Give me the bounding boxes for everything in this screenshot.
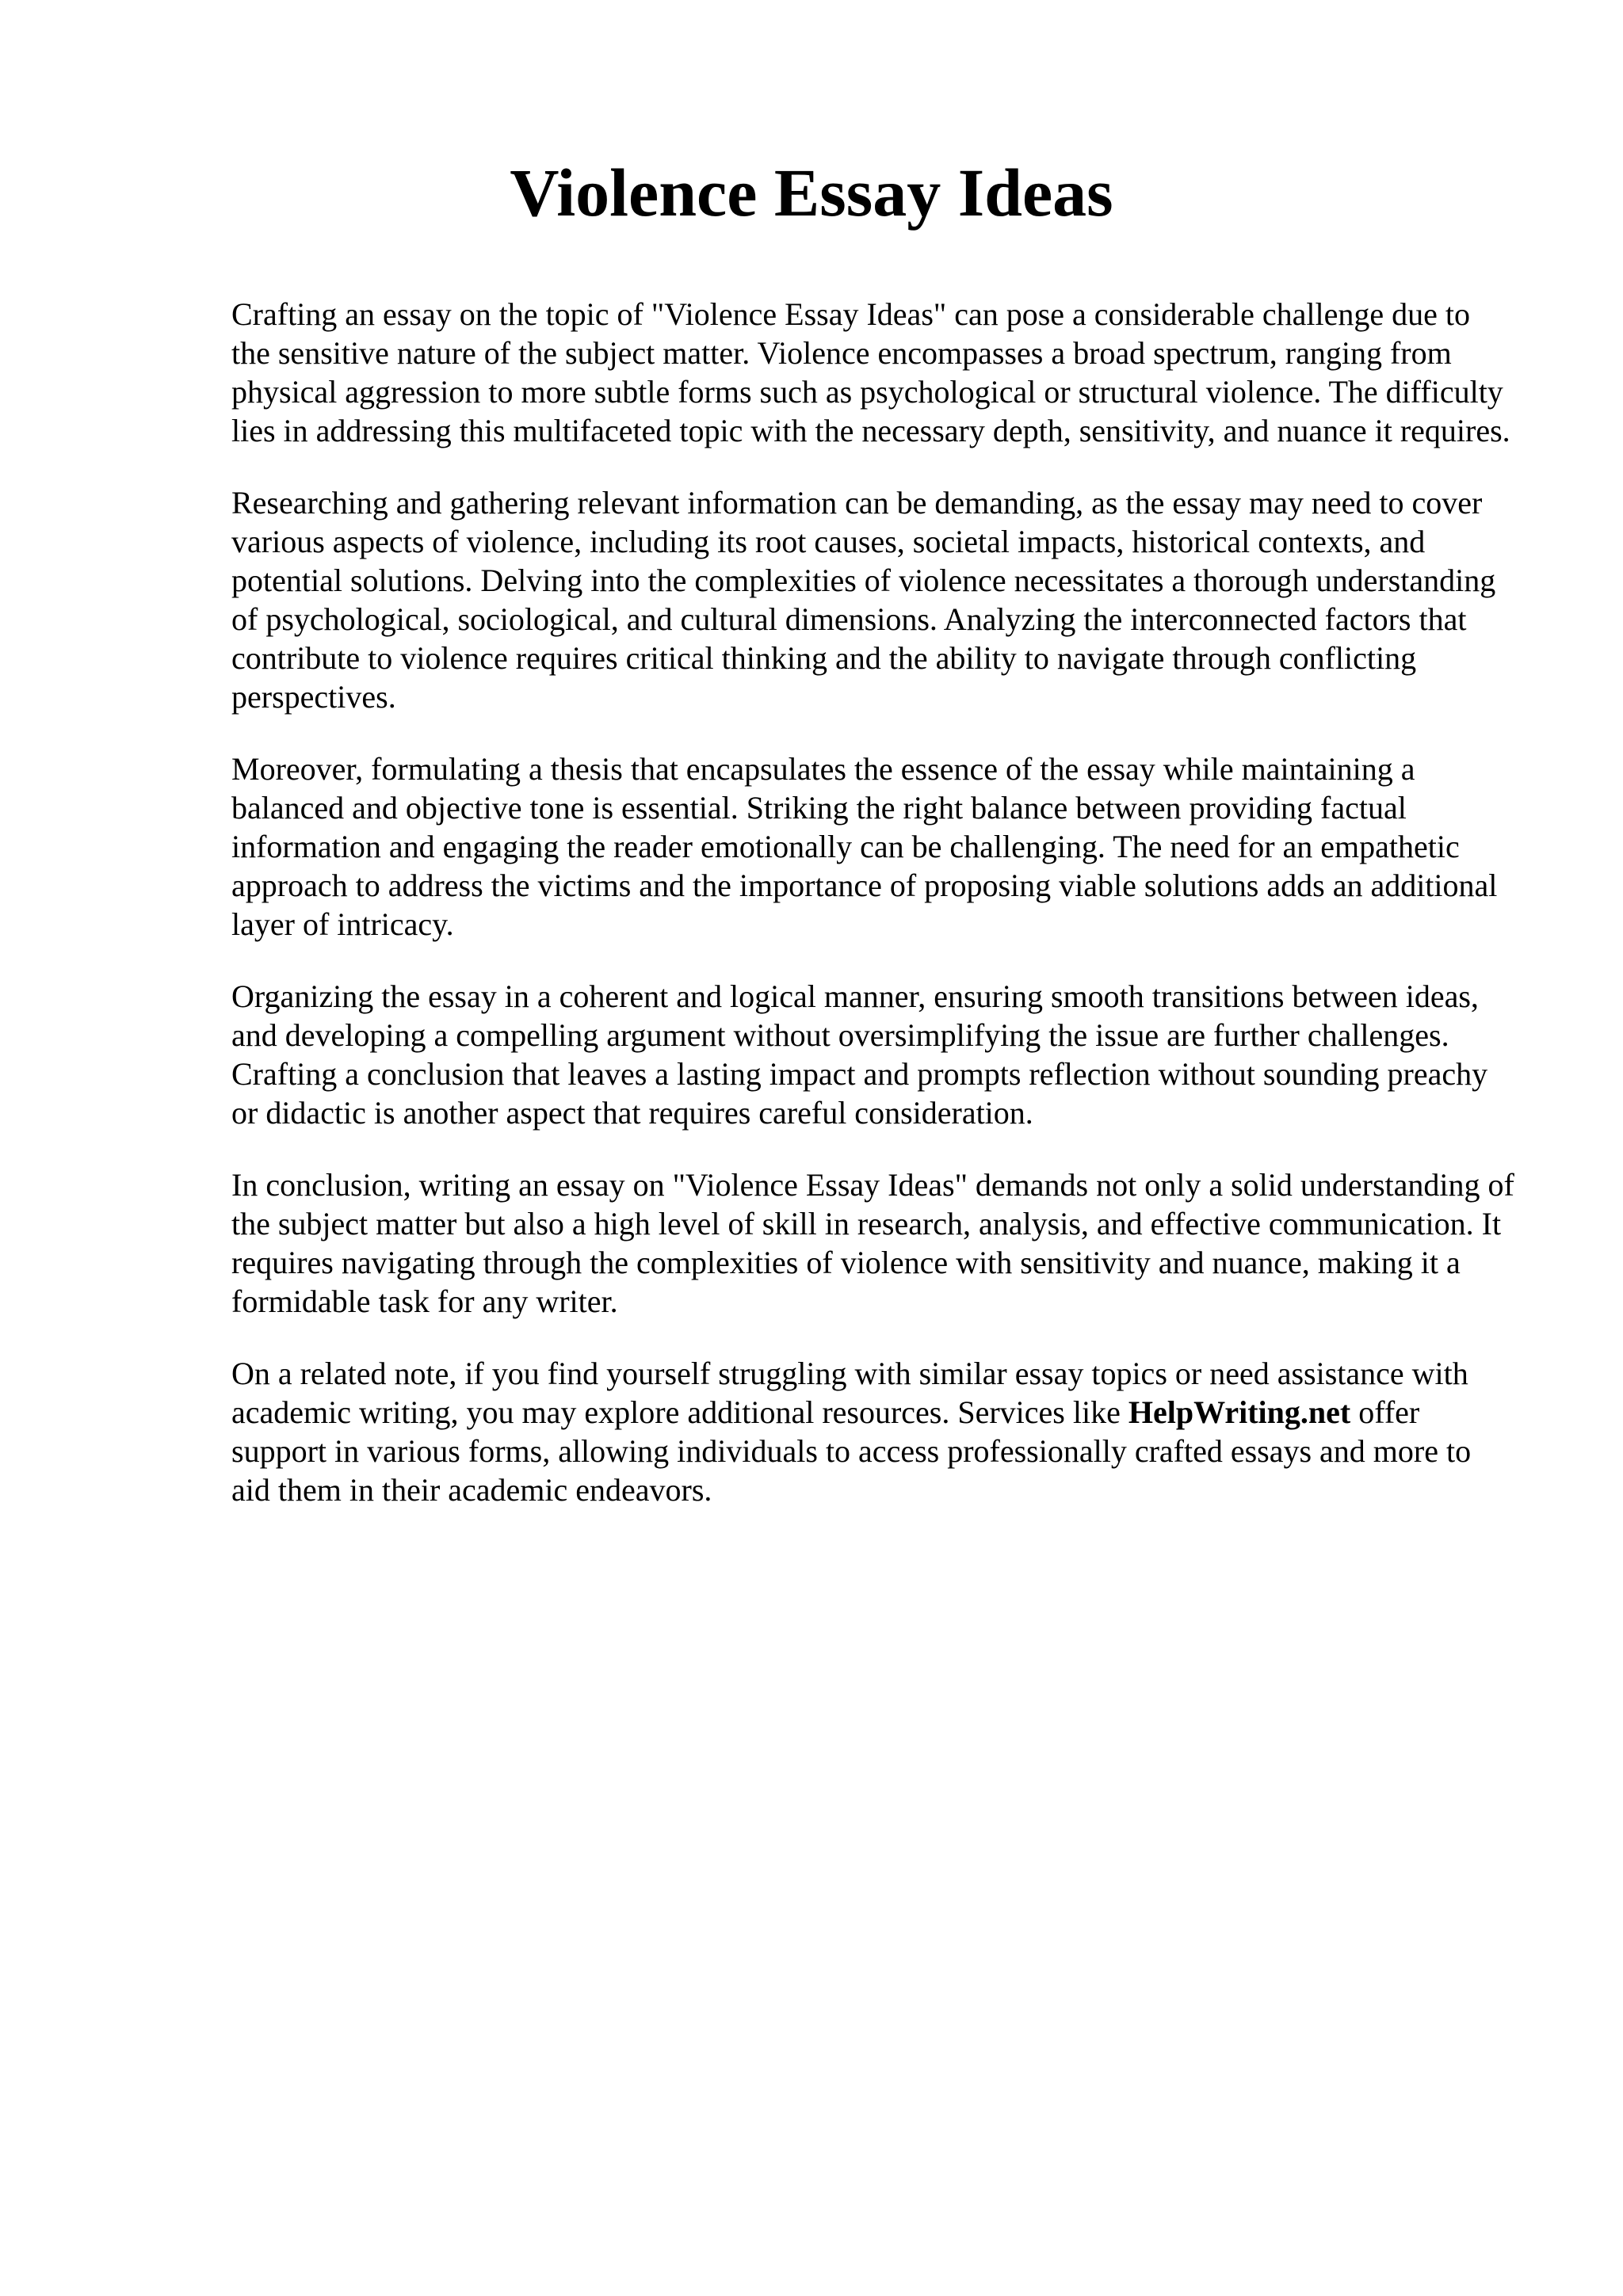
service-name: HelpWriting.net	[1128, 1394, 1351, 1430]
paragraph-3: Moreover, formulating a thesis that encapsulates the essence of the essay while maintaining a balanced and objective tone is essential. Striking the right balance between providing factual information and engaging the reader emotionally can be challenging. The need for an empathetic approach to address the victims and the importance of proposing viable solutions adds an additional layer of intricacy.	[231, 751, 1498, 942]
paragraph-6-rest: offer support in various forms, allowing individuals to access professionally crafted essays and more to aid them in their academic endeavors.	[231, 1394, 1472, 1508]
paragraph-1: Crafting an essay on the topic of "Violence Essay Ideas" can pose a considerable challenge due to the sensitive nature of the subject matter. Violence encompasses a broad spectrum, ranging from physical aggression to more subtle forms such as psychological or structural violence. The difficulty lies in addressing this multifaceted topic with the necessary depth, sensitivity, and nuance it requires.	[231, 296, 1510, 448]
paragraph-6	[231, 1354, 1515, 1509]
paragraph-2: Researching and gathering relevant information can be demanding, as the essay may need to cover various aspects of violence, including its root causes, societal impacts, historical contexts, and potential solutions. Delving into the complexities of violence necessitates a thorough understanding of psychological, sociological, and cultural dimensions. Analyzing the interconnected factors that contribute to violence requires critical thinking and the ability to navigate through conflicting perspectives.	[231, 485, 1496, 715]
paragraph-4: Organizing the essay in a coherent and logical manner, ensuring smooth transitions between ideas, and developing a compelling argument without oversimplifying the issue are further challenges. Crafting a conclusion that leaves a lasting impact and prompts reflection without sounding preachy or didactic is another aspect that requires careful consideration.	[231, 978, 1488, 1131]
paragraph-6-intro: On a related note, if you find yourself struggling with similar essay topics or need assistance with academic writing, you may explore additional resources. Services like	[231, 1356, 1468, 1430]
paragraph-5: In conclusion, writing an essay on "Violence Essay Ideas" demands not only a solid understanding of the subject matter but also a high level of skill in research, analysis, and effective communication. It requires navigating through the complexities of violence with sensitivity and nuance, making it a formidable task for any writer.	[231, 1167, 1514, 1319]
document-title: Violence Essay Ideas	[510, 154, 1113, 231]
document-body	[231, 295, 1515, 1543]
